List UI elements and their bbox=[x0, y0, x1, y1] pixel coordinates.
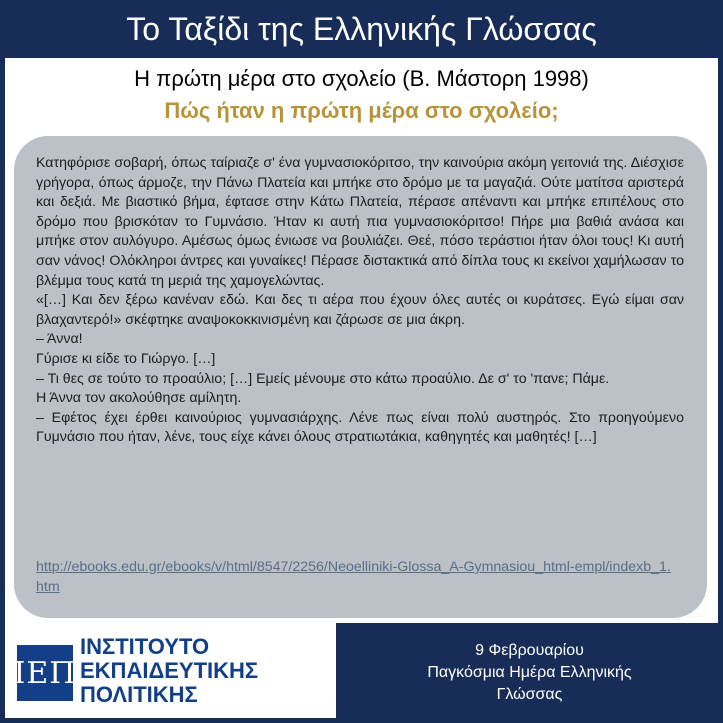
source-link[interactable]: http://ebooks.edu.gr/ebooks/v/html/8547/2256/Neoelliniki-Glossa_A-Gymnasiou_html-empl/indexb_1.htm bbox=[36, 559, 671, 595]
passage-paragraph: Η Άννα τον ακολούθησε αμίλητη. bbox=[36, 390, 242, 407]
subtitle: Η πρώτη μέρα στο σχολείο (Β. Μάστορη 1998) bbox=[134, 66, 589, 91]
passage-text bbox=[36, 154, 684, 448]
institute-name-line: ΠΟΛΙΤΙΚΗΣ bbox=[80, 682, 198, 707]
logo-area bbox=[5, 623, 336, 718]
page-title: Το Ταξίδι της Ελληνικής Γλώσσας bbox=[126, 10, 597, 47]
institute-name-line: ΕΚΠΑΙΔΕΥΤΙΚΗΣ bbox=[80, 658, 259, 683]
content-panel bbox=[5, 58, 718, 623]
question-heading: Πώς ήταν η πρώτη μέρα στο σχολείο; bbox=[164, 98, 559, 123]
header-bar bbox=[0, 0, 723, 58]
passage-paragraph: – Άννα! bbox=[36, 331, 83, 348]
passage-paragraph: – Τι θες σε τούτο το προαύλιο; […] Εμείς μένουμε στο κάτω προαύλιο. Δε σ' το 'πανε; Πάμε. bbox=[36, 370, 610, 387]
passage-box bbox=[14, 136, 707, 618]
institute-name-line: ΙΝΣΤΙΤΟΥΤΟ bbox=[80, 634, 210, 659]
event-date: 9 Φεβρουαρίου bbox=[475, 642, 584, 659]
institute-name bbox=[80, 635, 330, 707]
event-title-cont: Γλώσσας bbox=[496, 686, 563, 703]
event-title: Παγκόσμια Ημέρα Ελληνικής bbox=[427, 664, 632, 681]
iep-logo-icon: ΙΕΠ bbox=[17, 645, 73, 701]
passage-paragraph: «[…] Και δεν ξέρω κανέναν εδώ. Και δες τι αέρα που έχουν όλες αυτές οι κυράτσες. Εγώ είμαι σαν βλαχαντερό!» σκέφτηκε αναψοκοκκινισμένη και ζάρωσε σε μια άκρη. bbox=[36, 292, 684, 328]
passage-paragraph: Γύρισε κι είδε το Γιώργο. […] bbox=[36, 350, 216, 367]
passage-paragraph: – Εφέτος έχει έρθει καινούριος γυμνασιάρχης. Λένε πως είναι πολύ αυστηρός. Στο προηγούμενο Γυμνάσιο που ήταν, λένε, τους είχε κάνει όλους στρατιωτάκια, καθηγητές και μαθητές! […] bbox=[36, 409, 684, 446]
passage-paragraph: Κατηφόρισε σοβαρή, όπως ταίριαζε σ' ένα γυμνασιοκόριτσο, την καινούρια ακόμη γειτονιά της. Διέσχισε γρήγορα, όπως άρμοζε, την Πάνω Πλατεία και μπήκε στο δρόμο με τα μαγαζιά. Ούτε ματίτσα αριστερά και δεξιά. Με βιαστικό βήμα, έφτασε στην Κάτω Πλατεία, πέρασε απέναντι και μπήκε επιπέλους στο δρόμο που βρισκόταν το Γυμνάσιο. Ήταν κι αυτή πια γυμνασιοκόριτσο! Πήρε μια βαθιά ανάσα και μπήκε στον αυλόγυρο. Αμέσως όμως ένιωσε να βουλιάζει. Θεέ, πόσο τεράστιοι ήταν όλοι τους! Κι αυτή σαν νάνος! Ολόκληροι άντρες και γυναίκες! Πέρασε διστακτικά από δίπλα τους κι εκείνοι χαμήλωσαν το βλέμμα τους κατά τη μεριά της χαμογελώντας. bbox=[36, 155, 684, 289]
event-box bbox=[341, 628, 718, 718]
